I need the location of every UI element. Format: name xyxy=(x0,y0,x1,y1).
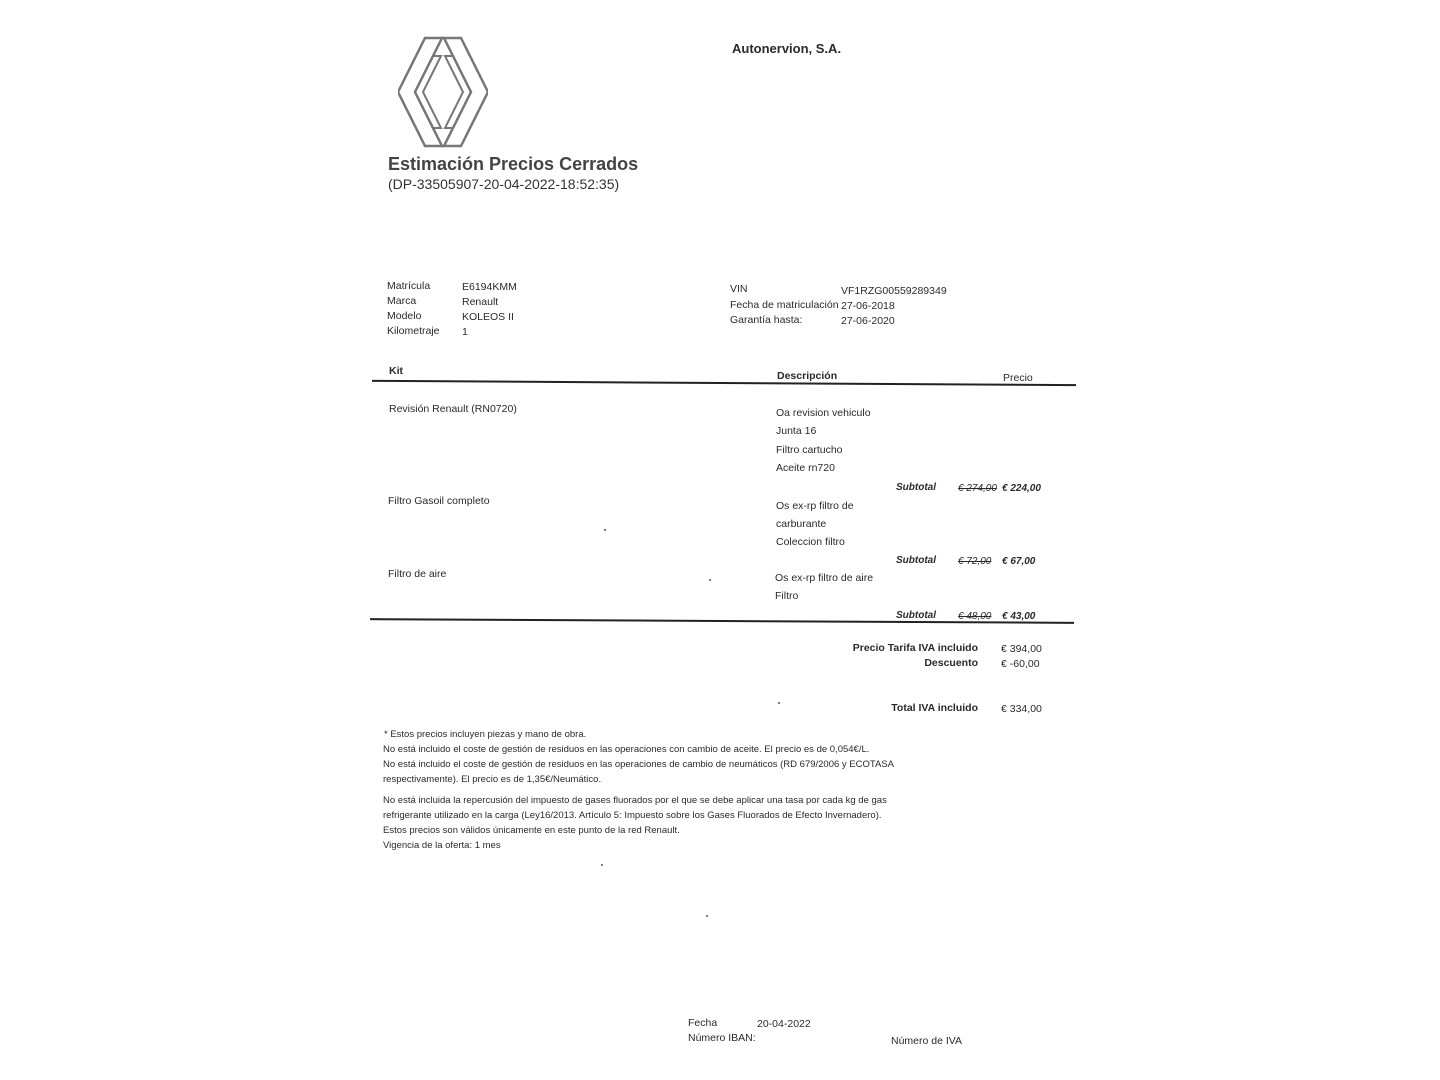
note-line: No está incluido el coste de gestión de residuos en las operaciones con cambio de aceite. El precio es de 0,054€/L. xyxy=(383,744,870,755)
note-line: Estos precios son válidos únicamente en este punto de la red Renault. xyxy=(383,825,680,836)
kit-price: € 224,00 xyxy=(1002,483,1041,494)
page-title: Estimación Precios Cerrados xyxy=(388,154,639,174)
scan-speck xyxy=(601,864,603,866)
vehicle-label-model: Modelo xyxy=(387,310,422,322)
kit-name: Filtro de aire xyxy=(388,568,447,580)
document-reference: (DP-33505907-20-04-2022-18:52:35) xyxy=(388,176,620,192)
tariff-value: € 394,00 xyxy=(1001,643,1042,655)
tariff-label: Precio Tarifa IVA incluido xyxy=(852,642,978,654)
note-line: No está incluida la repercusión del impuesto de gases fluorados por el que se debe aplicar una tasa por cada kg de gas xyxy=(383,795,887,806)
kit-price: € 67,00 xyxy=(1002,556,1036,567)
vehicle-value-warranty: 27-06-2020 xyxy=(841,315,895,327)
scan-speck xyxy=(778,702,780,704)
kit-description-line: Os ex-rp filtro de xyxy=(776,500,854,512)
scan-speck xyxy=(709,579,711,581)
kit-description-line: Coleccion filtro xyxy=(776,536,845,548)
note-line: No está incluido el coste de gestión de residuos en las operaciones de cambio de neumáticos (RD 679/2006 y ECOTASA xyxy=(383,759,895,770)
discount-label: Descuento xyxy=(924,657,978,669)
vehicle-value-registration-date: 27-06-2018 xyxy=(841,300,895,312)
vehicle-label-brand: Marca xyxy=(387,295,417,307)
vehicle-label-plate: Matrícula xyxy=(387,280,431,292)
column-header-kit: Kit xyxy=(389,365,403,377)
footer-date-value: 20-04-2022 xyxy=(757,1018,811,1030)
table-header-divider xyxy=(372,380,1076,386)
vehicle-value-mileage: 1 xyxy=(462,326,468,338)
scan-speck xyxy=(706,915,708,917)
footer-iva-label: Número de IVA xyxy=(891,1035,963,1047)
subtotal-label: Subtotal xyxy=(896,555,936,566)
kit-description-line: Filtro xyxy=(775,590,799,602)
kit-name: Revisión Renault (RN0720) xyxy=(389,403,517,415)
vehicle-value-plate: E6194KMM xyxy=(462,281,517,293)
total-label: Total IVA incluido xyxy=(891,702,978,714)
kit-name: Filtro Gasoil completo xyxy=(388,495,490,507)
subtotal-label: Subtotal xyxy=(896,482,936,493)
original-price: € 72,00 xyxy=(958,556,992,567)
footer-date-label: Fecha xyxy=(688,1017,718,1029)
company-name: Autonervion, S.A. xyxy=(732,41,842,56)
kit-description-line: Os ex-rp filtro de aire xyxy=(775,572,874,584)
kit-description-line: carburante xyxy=(776,518,827,530)
discount-value: € -60,00 xyxy=(1001,658,1040,670)
vehicle-label-vin: VIN xyxy=(730,283,748,295)
vehicle-value-vin: VF1RZG00559289349 xyxy=(841,285,947,297)
renault-logo-icon xyxy=(398,36,488,148)
original-price: € 48,00 xyxy=(958,611,992,622)
vehicle-label-warranty: Garantía hasta: xyxy=(730,314,803,326)
total-value: € 334,00 xyxy=(1001,703,1042,715)
column-header-description: Descripción xyxy=(777,370,838,382)
note-line: respectivamente). El precio es de 1,35€/Neumático. xyxy=(383,774,602,785)
subtotal-label: Subtotal xyxy=(896,610,936,621)
vehicle-label-mileage: Kilometraje xyxy=(387,325,440,337)
column-header-price: Precio xyxy=(1003,372,1033,384)
vehicle-label-registration-date: Fecha de matriculación xyxy=(730,299,839,311)
note-line: Vigencia de la oferta: 1 mes xyxy=(383,840,501,851)
kit-description-line: Aceite rn720 xyxy=(776,462,835,474)
original-price: € 274,00 xyxy=(958,483,997,494)
kit-description-line: Oa revision vehiculo xyxy=(776,407,871,419)
footer-iban-label: Número IBAN: xyxy=(688,1032,756,1044)
scan-speck xyxy=(604,529,606,531)
note-line: * Estos precios incluyen piezas y mano de obra. xyxy=(384,729,587,740)
vehicle-value-brand: Renault xyxy=(462,296,499,308)
note-line: refrigerante utilizado en la carga (Ley16/2013. Artículo 5: Impuesto sobre los Gases Fluorados de Efecto Invernadero). xyxy=(383,810,882,821)
vehicle-value-model: KOLEOS II xyxy=(462,311,514,323)
kit-description-line: Junta 16 xyxy=(776,425,817,437)
kit-description-line: Filtro cartucho xyxy=(776,444,843,456)
kit-price: € 43,00 xyxy=(1002,611,1036,622)
